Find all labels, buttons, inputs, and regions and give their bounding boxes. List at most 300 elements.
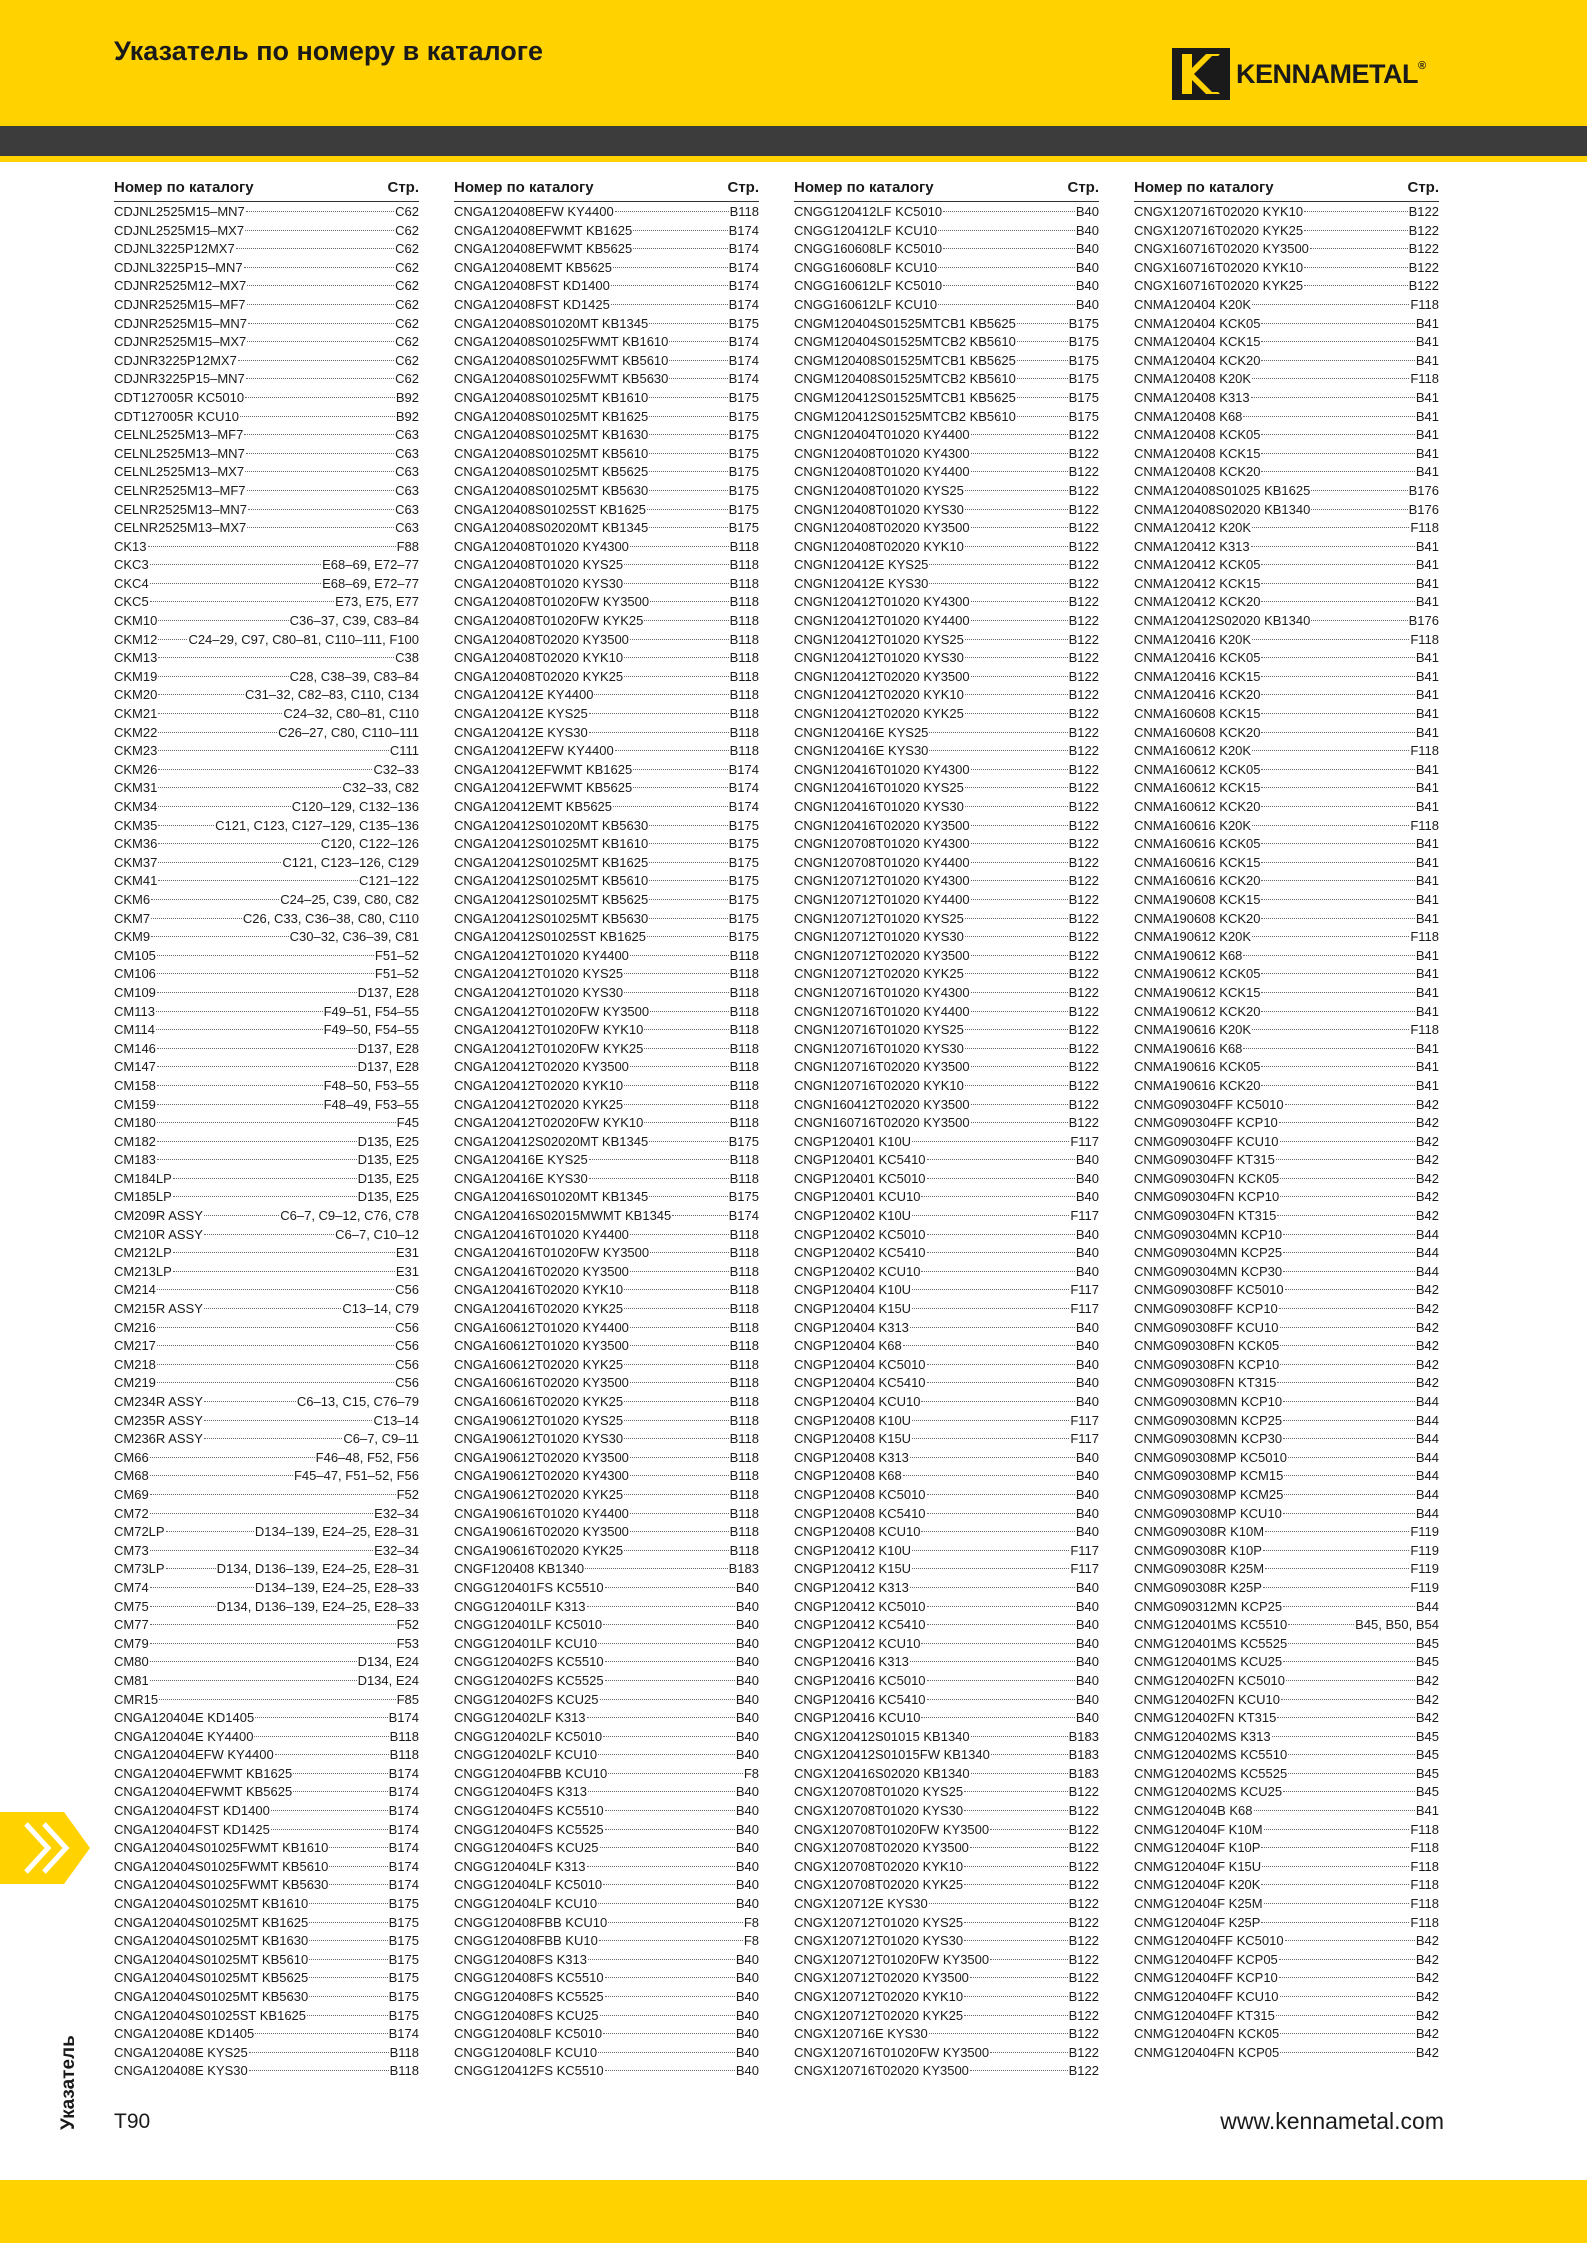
catalog-number: CNMG090304FF KT315: [1134, 1152, 1275, 1168]
index-row: [1134, 1263, 1439, 1282]
dot-leader: [247, 304, 395, 305]
page-reference: F118: [1410, 296, 1439, 312]
dot-leader: [240, 416, 395, 417]
dot-leader: [971, 843, 1068, 844]
index-row: [114, 259, 419, 278]
page-reference: C62: [395, 278, 419, 294]
dot-leader: [624, 1438, 728, 1439]
header-rule: [0, 156, 1587, 162]
dot-leader: [1261, 657, 1414, 658]
catalog-number: CNMG120401MS KC5525: [1134, 1635, 1288, 1651]
page-reference: B174: [388, 1877, 419, 1893]
dot-leader: [150, 601, 334, 602]
page-reference: D134, E24: [357, 1654, 419, 1670]
page-reference: B175: [728, 520, 759, 536]
page-reference: B183: [1068, 1765, 1099, 1781]
index-row: [1134, 761, 1439, 780]
catalog-number: CNMA190616 K20K: [1134, 1022, 1252, 1038]
index-row: [1134, 1226, 1439, 1245]
dot-leader: [633, 230, 727, 231]
catalog-number: CKC3: [114, 557, 149, 573]
section-tab[interactable]: [0, 1812, 110, 1884]
dot-leader: [157, 955, 374, 956]
catalog-number: CNGG120408FBB KCU10: [454, 1914, 608, 1930]
catalog-number: CM212LP: [114, 1245, 172, 1261]
dot-leader: [1283, 1513, 1415, 1514]
dot-leader: [158, 787, 341, 788]
page-reference: B40: [735, 1710, 759, 1726]
catalog-number: CNGP120401 KC5410: [794, 1152, 926, 1168]
index-row: [1134, 1988, 1439, 2007]
dot-leader: [151, 899, 279, 900]
catalog-number: CNGN120716T01020 KY4300: [794, 984, 970, 1000]
page-reference: B44: [1415, 1449, 1439, 1465]
catalog-number: CMR15: [114, 1691, 159, 1707]
index-row: [454, 2025, 759, 2044]
dot-leader: [1280, 1141, 1415, 1142]
dot-leader: [1252, 639, 1409, 640]
index-row: [794, 947, 1099, 966]
page-reference: E68–69, E72–77: [322, 557, 419, 573]
page-reference: B40: [1075, 1394, 1099, 1409]
dot-leader: [644, 1029, 728, 1030]
page-reference: B122: [1068, 1896, 1099, 1912]
catalog-number: CNGG160608LF KC5010: [794, 241, 943, 257]
catalog-number: CNGN120404T01020 KY4400: [794, 427, 970, 443]
catalog-number: CNGA190616T01020 KY4400: [454, 1505, 629, 1521]
catalog-number: CNGG120402FS KC5525: [454, 1672, 604, 1688]
page-reference: B118: [729, 650, 759, 666]
catalog-number: CKM35: [114, 817, 158, 833]
catalog-number: CNMG090308FN KCP10: [1134, 1356, 1280, 1372]
dot-leader: [971, 880, 1068, 881]
index-row: [114, 854, 419, 873]
index-row: [1134, 1783, 1439, 1802]
dot-leader: [236, 248, 394, 249]
page-reference: B40: [1075, 1356, 1099, 1372]
page-reference: B41: [1415, 873, 1439, 889]
page-reference: B118: [729, 966, 759, 982]
page-reference: F118: [1410, 371, 1439, 387]
dot-leader: [588, 1959, 735, 1960]
catalog-number: CNGX120708T01020 KYS25: [794, 1784, 964, 1800]
catalog-number: CNGG120402LF KCU10: [454, 1747, 598, 1763]
page-reference: B122: [1068, 482, 1099, 498]
page-reference: F118: [1410, 1914, 1439, 1930]
index-row: [794, 686, 1099, 705]
page-reference: B118: [729, 668, 759, 684]
page-number: T90: [114, 2110, 151, 2133]
dot-leader: [1252, 304, 1409, 305]
index-row: [114, 798, 419, 817]
dot-leader: [644, 620, 728, 621]
page-reference: B41: [1415, 1803, 1439, 1819]
catalog-number: CNGA120404S01025MT KB1630: [114, 1933, 309, 1949]
page-reference: B122: [1068, 1858, 1099, 1874]
index-row: [454, 1467, 759, 1486]
index-row: [794, 463, 1099, 482]
catalog-number: CNGA120408S01025ST KB1625: [454, 501, 647, 517]
index-row: [114, 463, 419, 482]
dot-leader: [309, 1977, 387, 1978]
index-row: [114, 1635, 419, 1654]
page-reference: B175: [728, 501, 759, 517]
page-reference: B122: [1068, 520, 1099, 536]
index-row: [794, 928, 1099, 947]
catalog-number: CNMG090304FF KCP10: [1134, 1115, 1278, 1131]
dot-leader: [605, 1587, 735, 1588]
dot-leader: [1283, 1420, 1415, 1421]
page-reference: F117: [1070, 1431, 1099, 1447]
dot-leader: [157, 1345, 394, 1346]
catalog-number: CNGP120412 K313: [794, 1579, 909, 1595]
page-reference: F117: [1070, 1301, 1099, 1317]
catalog-number: CNMG120404FF KC5010: [1134, 1933, 1284, 1949]
index-row: [1134, 1058, 1439, 1077]
dot-leader: [1254, 1810, 1415, 1811]
page-reference: B40: [1075, 222, 1099, 238]
dot-leader: [965, 657, 1068, 658]
page-reference: B175: [1068, 352, 1099, 368]
index-row: [454, 1523, 759, 1542]
catalog-number: CNGN120408T01020 KY4300: [794, 445, 970, 461]
page-reference: F51–52: [374, 966, 419, 982]
catalog-number: CKC4: [114, 575, 149, 591]
index-row: [794, 1133, 1099, 1152]
index-row: [1134, 556, 1439, 575]
page-reference: B118: [729, 1319, 759, 1335]
catalog-number: CNGA120404S01025MT KB1610: [114, 1896, 309, 1912]
index-row: [794, 1598, 1099, 1617]
dot-leader: [587, 1606, 735, 1607]
catalog-number: CDJNR2525M15–MN7: [114, 315, 247, 331]
page-reference: B40: [1075, 204, 1099, 219]
catalog-number: CNGG120401LF KC5010: [454, 1617, 603, 1633]
index-row: [454, 1765, 759, 1784]
catalog-number: CNMG120404FF KT315: [1134, 2007, 1275, 2023]
index-row: [114, 1040, 419, 1059]
catalog-number: CNGG120408FS K313: [454, 1951, 587, 1967]
catalog-number: CNGA120412T01020FW KYK10: [454, 1022, 644, 1038]
index-row: [454, 835, 759, 854]
dot-leader: [204, 1401, 296, 1402]
page-reference: B42: [1415, 1208, 1439, 1224]
index-row: [1134, 1486, 1439, 1505]
catalog-number: CNGN120716T01020 KYS30: [794, 1040, 964, 1056]
page-reference: B122: [1068, 1003, 1099, 1019]
dot-leader: [158, 694, 244, 695]
catalog-number: CNMG090308R K25M: [1134, 1561, 1265, 1577]
page-reference: B44: [1415, 1505, 1439, 1521]
index-row: [1134, 724, 1439, 743]
catalog-number: CNGA120404S01025MT KB5610: [114, 1951, 309, 1967]
catalog-number: CNGA120412T01020 KYS25: [454, 966, 624, 982]
index-row: [114, 1170, 419, 1189]
catalog-number: CDJNL3225P12MX7: [114, 241, 235, 257]
catalog-number: CNGA120412S01025MT KB5630: [454, 910, 649, 926]
catalog-number: CNGA120404EFWMT KB1625: [114, 1765, 293, 1781]
catalog-number: CNMA120416 KCK20: [1134, 687, 1261, 703]
page-reference: B40: [1075, 1654, 1099, 1670]
catalog-number: CM113: [114, 1003, 155, 1019]
catalog-number: CNMG120404F K10M: [1134, 1821, 1263, 1837]
index-row: [114, 649, 419, 668]
index-row: [794, 593, 1099, 612]
index-row: [454, 556, 759, 575]
dot-leader: [630, 1531, 729, 1532]
page-reference: B122: [1068, 1022, 1099, 1038]
page-reference: B40: [1075, 1486, 1099, 1502]
page-reference: B118: [729, 1115, 759, 1131]
catalog-number: CM183: [114, 1152, 156, 1168]
index-row: [454, 910, 759, 929]
page-reference: B122: [1408, 241, 1439, 257]
dot-leader: [921, 1196, 1074, 1197]
page-reference: B122: [1068, 966, 1099, 982]
page-reference: B122: [1068, 836, 1099, 852]
catalog-number: CNMG120402MS KC5510: [1134, 1747, 1288, 1763]
page-reference: B122: [1068, 1096, 1099, 1112]
catalog-number: CNMG090304FN KCP10: [1134, 1189, 1280, 1205]
index-row: [454, 1263, 759, 1282]
catalog-number: CNGA120416T02020 KY3500: [454, 1263, 629, 1279]
dot-leader: [971, 825, 1068, 826]
dot-leader: [1261, 694, 1414, 695]
index-row: [794, 1021, 1099, 1040]
catalog-number: CNGF120408 KB1340: [454, 1561, 585, 1577]
index-row: [794, 1319, 1099, 1338]
index-row: [114, 984, 419, 1003]
dot-leader: [600, 1847, 735, 1848]
dot-leader: [624, 1364, 728, 1365]
dot-leader: [1261, 769, 1414, 770]
catalog-number: CNGP120408 KC5410: [794, 1505, 926, 1521]
page-reference: B44: [1415, 1245, 1439, 1261]
dot-leader: [1261, 583, 1414, 584]
index-row: [794, 1449, 1099, 1468]
index-row: [794, 203, 1099, 222]
catalog-number: CNMA120408 K68: [1134, 408, 1243, 424]
index-row: [1134, 1207, 1439, 1226]
index-row: [1134, 370, 1439, 389]
page-reference: F88: [396, 538, 419, 554]
catalog-number: CNGX160716T02020 KY3500: [1134, 241, 1309, 257]
catalog-number: CNGN120416T02020 KY3500: [794, 817, 970, 833]
index-row: [454, 779, 759, 798]
page-reference: B41: [1415, 1077, 1439, 1093]
dot-leader: [903, 1475, 1075, 1476]
page-reference: B122: [1408, 204, 1439, 219]
index-row: [1134, 705, 1439, 724]
dot-leader: [156, 1011, 323, 1012]
catalog-number: CNGA120412T02020FW KYK10: [454, 1115, 644, 1131]
index-row: [114, 1653, 419, 1672]
dot-leader: [1311, 509, 1407, 510]
dot-leader: [309, 1959, 387, 1960]
page-reference: F118: [1410, 1821, 1439, 1837]
dot-leader: [1252, 936, 1409, 937]
catalog-number: CNGA120412S01020MT KB5630: [454, 817, 649, 833]
index-row: [454, 1635, 759, 1654]
page-reference: B118: [729, 1505, 759, 1521]
page-reference: F117: [1070, 1561, 1099, 1577]
index-row: [454, 1914, 759, 1933]
catalog-number: CNMG120402MS KC5525: [1134, 1765, 1288, 1781]
dot-leader: [1285, 1940, 1415, 1941]
catalog-number: CNMG120404FF KCP05: [1134, 1951, 1278, 1967]
page-reference: F8: [743, 1914, 759, 1930]
index-row: [794, 1151, 1099, 1170]
page-reference: B44: [1415, 1431, 1439, 1447]
page-reference: B41: [1415, 315, 1439, 331]
index-row: [114, 222, 419, 241]
dot-leader: [912, 1438, 1069, 1439]
column-header: [114, 178, 419, 202]
index-row: [114, 277, 419, 296]
catalog-number: CKM37: [114, 854, 158, 870]
page-reference: B175: [728, 464, 759, 480]
page-reference: B118: [729, 613, 759, 629]
page-reference: B41: [1415, 761, 1439, 777]
index-row: [1134, 742, 1439, 761]
index-row: [1134, 1560, 1439, 1579]
catalog-number: CNMA190608 KCK15: [1134, 891, 1261, 907]
dot-leader: [150, 583, 321, 584]
catalog-number: CNMG090304FF KC5010: [1134, 1096, 1284, 1112]
index-row: [454, 1858, 759, 1877]
dot-leader: [650, 1011, 728, 1012]
dot-leader: [921, 1717, 1074, 1718]
index-row: [794, 240, 1099, 259]
page-reference: B174: [728, 1208, 759, 1224]
page-reference: B122: [1068, 2026, 1099, 2042]
catalog-number: CNGA120408S01025MT KB1610: [454, 389, 649, 405]
index-row: [794, 1932, 1099, 1951]
index-row: [794, 1188, 1099, 1207]
index-row: [454, 1319, 759, 1338]
page-reference: C31–32, C82–83, C110, C134: [245, 687, 419, 703]
column-header-code: Номер по каталогу: [1134, 179, 1274, 196]
page-reference: D135, E25: [357, 1189, 419, 1205]
page-reference: B118: [729, 1524, 759, 1540]
index-row: [794, 1858, 1099, 1877]
dot-leader: [1252, 378, 1409, 379]
dot-leader: [247, 341, 394, 342]
catalog-number: CNGX120708T02020 KYK25: [794, 1877, 964, 1893]
catalog-number: CNGA120412T01020FW KY3500: [454, 1003, 650, 1019]
index-row: [114, 315, 419, 334]
catalog-number: CNGN120412T01020 KYS30: [794, 650, 964, 666]
index-row: [454, 426, 759, 445]
page-reference: B118: [389, 1747, 419, 1763]
catalog-number: CNGG120401FS KC5510: [454, 1579, 604, 1595]
page-reference: C6–7, C9–12, C76, C78: [280, 1208, 419, 1224]
page-reference: F118: [1410, 631, 1439, 647]
dot-leader: [624, 1289, 728, 1290]
catalog-number: CNGX120708T01020FW KY3500: [794, 1821, 990, 1837]
index-row: [454, 1783, 759, 1802]
page-reference: F118: [1410, 743, 1439, 759]
page-reference: F117: [1070, 1542, 1099, 1558]
index-row: [794, 519, 1099, 538]
index-row: [454, 1374, 759, 1393]
dot-leader: [157, 1066, 357, 1067]
dot-leader: [1252, 750, 1409, 751]
index-row: [794, 631, 1099, 650]
dot-leader: [244, 267, 395, 268]
catalog-number: CNGN120712T01020 KYS25: [794, 910, 964, 926]
index-column-4: [1134, 178, 1439, 2062]
catalog-number: CNMG090308FN KT315: [1134, 1375, 1277, 1391]
catalog-number: CM213LP: [114, 1263, 172, 1279]
page-reference: B41: [1415, 891, 1439, 907]
page-reference: B41: [1415, 1040, 1439, 1056]
column-header: [1134, 178, 1439, 202]
page-reference: B41: [1415, 780, 1439, 796]
catalog-number: CM66: [114, 1449, 149, 1465]
page-reference: F52: [396, 1486, 419, 1502]
page-title: Указатель по номеру в каталоге: [114, 36, 544, 66]
catalog-number: CM73LP: [114, 1561, 165, 1577]
dot-leader: [248, 509, 394, 510]
website-link[interactable]: www.kennametal.com: [1220, 2108, 1444, 2134]
catalog-number: CNMA190616 KCK20: [1134, 1077, 1261, 1093]
index-row: [114, 724, 419, 743]
dot-leader: [158, 713, 282, 714]
index-row: [454, 2044, 759, 2063]
page-reference: B174: [728, 278, 759, 294]
page-reference: B41: [1415, 724, 1439, 740]
section-label: Указатель: [58, 2035, 79, 2130]
dot-leader: [938, 304, 1075, 305]
dot-leader: [927, 1364, 1075, 1365]
page-reference: B122: [1068, 1951, 1099, 1967]
catalog-number: CNGN120408T01020 KYS25: [794, 482, 964, 498]
page-reference: B44: [1415, 1486, 1439, 1502]
page-reference: B41: [1415, 1003, 1439, 1019]
dot-leader: [929, 732, 1067, 733]
index-row: [454, 1616, 759, 1635]
catalog-number: CNGN120708T01020 KY4400: [794, 854, 970, 870]
dot-leader: [624, 1401, 728, 1402]
dot-leader: [624, 1104, 728, 1105]
dot-leader: [971, 1736, 1068, 1737]
index-row: [1134, 222, 1439, 241]
catalog-number: CNMA120412 KCK20: [1134, 594, 1261, 610]
dot-leader: [589, 1159, 729, 1160]
catalog-number: CNMA120412S02020 KB1340: [1134, 613, 1311, 629]
index-row: [1134, 1467, 1439, 1486]
page-reference: E32–34: [374, 1505, 419, 1521]
chevron-right-icon: [0, 1812, 100, 1884]
page-reference: B42: [1415, 1282, 1439, 1298]
page-reference: B122: [1068, 1803, 1099, 1819]
catalog-number: CNGA120408S01025FWMT KB1610: [454, 334, 669, 350]
dot-leader: [912, 1420, 1069, 1421]
index-row: [114, 1895, 419, 1914]
catalog-number: CNGG120404LF KCU10: [454, 1896, 598, 1912]
catalog-number: CNGA120412E KYS30: [454, 724, 588, 740]
catalog-number: CKM26: [114, 761, 158, 777]
dot-leader: [249, 2052, 389, 2053]
page-reference: B42: [1415, 1301, 1439, 1317]
catalog-number: CNMA120416 KCK15: [1134, 668, 1261, 684]
dot-leader: [912, 1550, 1069, 1551]
page-reference: F46–48, F52, F56: [315, 1449, 419, 1465]
index-row: [794, 1839, 1099, 1858]
dot-leader: [929, 1903, 1068, 1904]
dot-leader: [1261, 360, 1414, 361]
